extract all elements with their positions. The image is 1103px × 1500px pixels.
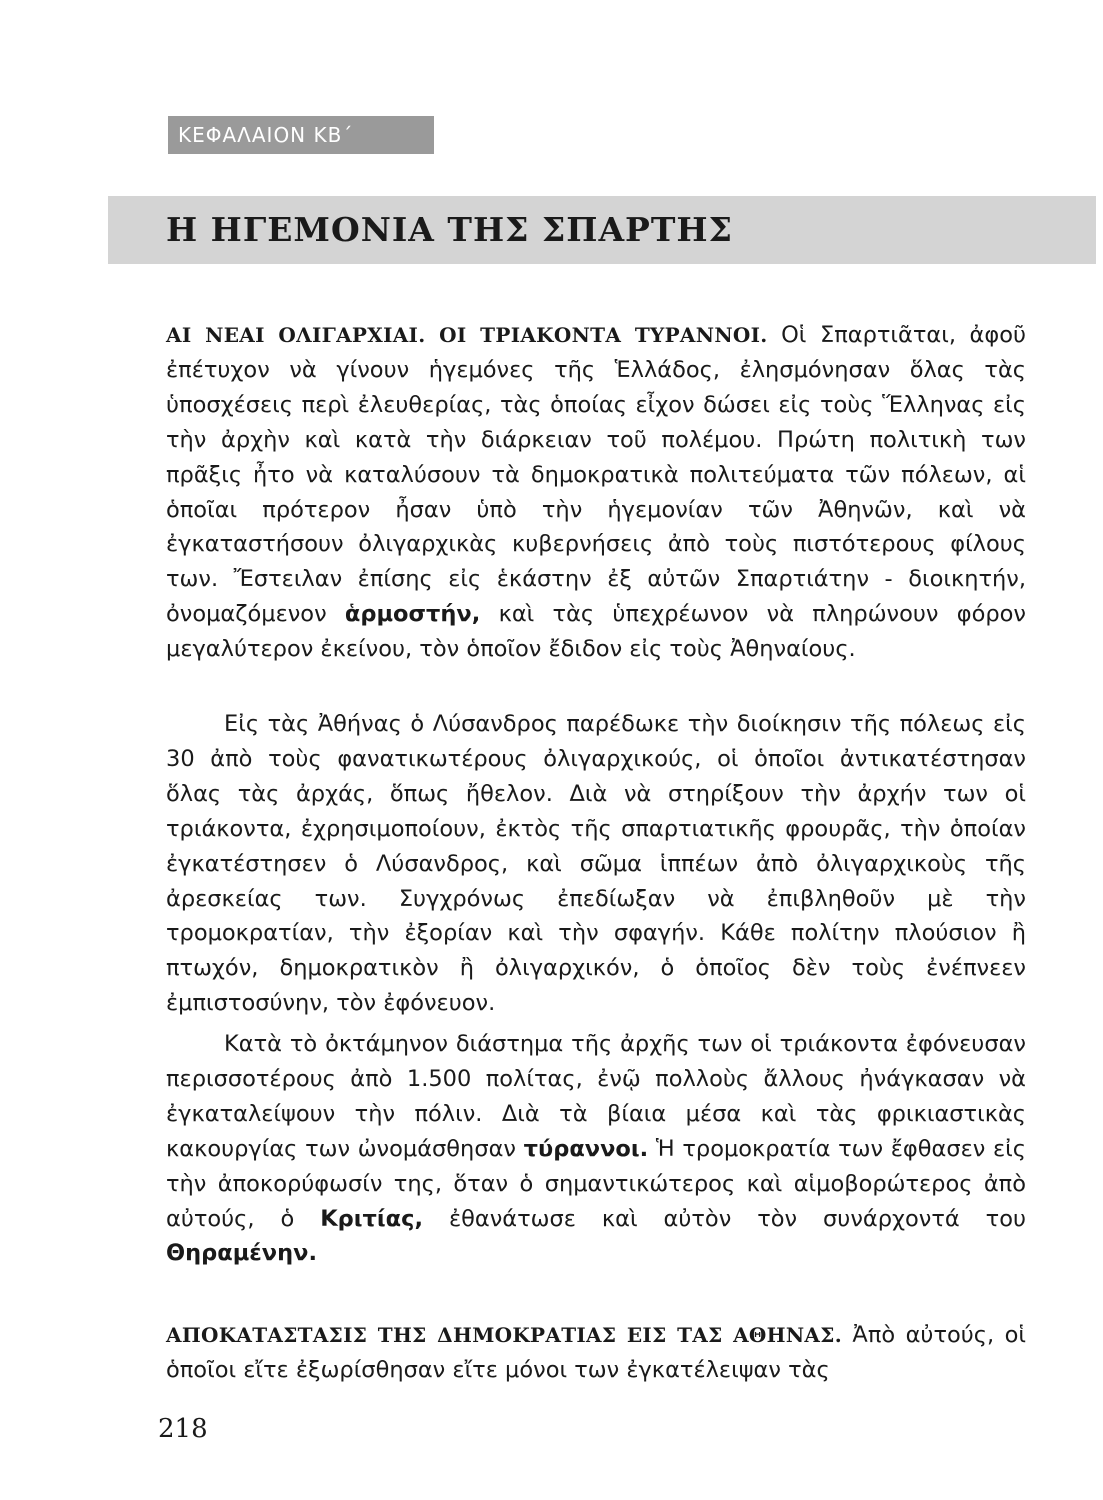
paragraph-democracy-restoration [166, 1318, 1026, 1388]
bold-term-harmost: ἁρμοστήν, [344, 601, 481, 628]
paragraph-text: καὶ τὰς ὑπεχρέωνον νὰ πληρώνουν φόρον μεγαλύτερον ἐκείνου, τὸν ὁποῖον ἔδιδον εἰς τοὺς Ἀθηναίους. [166, 601, 1026, 663]
section-heading-oligarchies: ΑΙ ΝΕΑΙ ΟΛΙΓΑΡΧΙΑΙ. ΟΙ ΤΡΙΑΚΟΝΤΑ ΤΥΡΑΝΝΟΙ. [166, 323, 768, 347]
paragraph-text: ἐθανάτωσε καὶ αὐτὸν τὸν συνάρχοντά του [423, 1205, 1027, 1232]
chapter-label: ΚΕΦΑΛΑΙΟΝ ΚΒ΄ [168, 116, 434, 154]
chapter-title: Η ΗΓΕΜΟΝΙΑ ΤΗΣ ΣΠΑΡΤΗΣ [166, 210, 733, 249]
paragraph-text: Οἱ Σπαρτιᾶται, ἀφοῦ ἐπέτυχον νὰ γίνουν ἡγεμόνες τῆς Ἑλλάδος, ἐλησμόνησαν ὅλας τὰς ὑποσχέσεις περὶ ἐλευθερίας, τὰς ὁποίας εἶχον δώσει εἰς τοὺς Ἕλληνας εἰς τὴν ἀρχὴν καὶ κατὰ τὴν διάρκειαν τοῦ πολέμου. Πρώτη πολιτικὴ των πρᾶξις ἦτο νὰ καταλύσουν τὰ δημοκρατικὰ πολιτεύματα τῶν πόλεων, αἱ ὁποῖαι πρότερον ἦσαν ὑπὸ τὴν ἡγεμονίαν τῶν Ἀθηνῶν, καὶ νὰ ἐγκαταστήσουν ὀλιγαρχικὰς κυβερνήσεις ἀπὸ τοὺς πιστότερους φίλους των. Ἔστειλαν ἐπίσης εἰς ἑκάστην ἐξ αὐτῶν Σπαρτιάτην - διοικητήν, ὀνομαζόμενον [166, 322, 1027, 628]
page-number: 218 [158, 1414, 208, 1444]
bold-term-tyrants: τύραννοι. [523, 1135, 649, 1162]
paragraph-lysander: Εἰς τὰς Ἀθήνας ὁ Λύσανδρος παρέδωκε τὴν διοίκησιν τῆς πόλεως εἰς 30 ἀπὸ τοὺς φανατικωτέρους ὀλιγαρχικούς, οἱ ὁποῖοι ἀντικατέστησαν ὅλας τὰς ἀρχάς, ὅπως ἤθελον. Διὰ νὰ στηρίξουν τὴν ἀρχήν των οἱ τριάκοντα, ἐχρησιμοποίουν, ἐκτὸς τῆς σπαρτιατικῆς φρουρᾶς, τὴν ὁποίαν ἐγκατέστησεν ὁ Λύσανδρος, καὶ σῶμα ἱππέων ἀπὸ ὀλιγαρχικοὺς τῆς ἀρεσκείας των. Συγχρόνως ἐπεδίωξαν νὰ ἐπιβληθοῦν μὲ τὴν τρομοκρατίαν, τὴν ἐξορίαν καὶ τὴν σφαγήν. Κάθε πολίτην πλούσιον ἢ πτωχόν, δημοκρατικὸν ἢ ὀλιγαρχικόν, ὁ ὁποῖος δὲν τοὺς ἐνέπνεεν ἐμπιστοσύνην, τὸν ἐφόνευον. [166, 711, 1026, 1017]
paragraph-text: Ἀπὸ αὐτούς, οἱ ὁποῖοι εἴτε ἐξωρίσθησαν εἴτε μόνοι των ἐγκατέλειψαν τὰς [166, 1322, 1026, 1383]
paragraph-oligarchies [166, 318, 1026, 667]
bold-term-theramenes: Θηραμένην. [166, 1240, 318, 1267]
paragraph-text: Ἡ τρομοκρατία των ἔφθασεν εἰς τὴν ἀποκορύφωσίν της, ὅταν ὁ σημαντικώτερος καὶ αἱμοβορώτερος ἀπὸ αὐτούς, ὁ [166, 1135, 1026, 1232]
paragraph-text: Κατὰ τὸ ὀκτάμηνον διάστημα τῆς ἀρχῆς των οἱ τριάκοντα ἐφόνευσαν περισσοτέρους ἀπὸ 1.500 πολίτας, ἐνῷ πολλοὺς ἄλλους ἠνάγκασαν νὰ ἐγκαταλείψουν τὴν πόλιν. Διὰ τὰ βίαια μέσα καὶ τὰς φρικιαστικὰς κακουργίας των ὠνομάσθησαν [166, 1031, 1026, 1162]
section-heading-democracy: ΑΠΟΚΑΤΑΣΤΑΣΙΣ ΤΗΣ ΔΗΜΟΚΡΑΤΙΑΣ ΕΙΣ ΤΑΣ ΑΘΗΝΑΣ. [166, 1323, 842, 1347]
bold-term-critias: Κριτίας, [320, 1205, 423, 1232]
paragraph-tyrants [166, 1027, 1026, 1271]
